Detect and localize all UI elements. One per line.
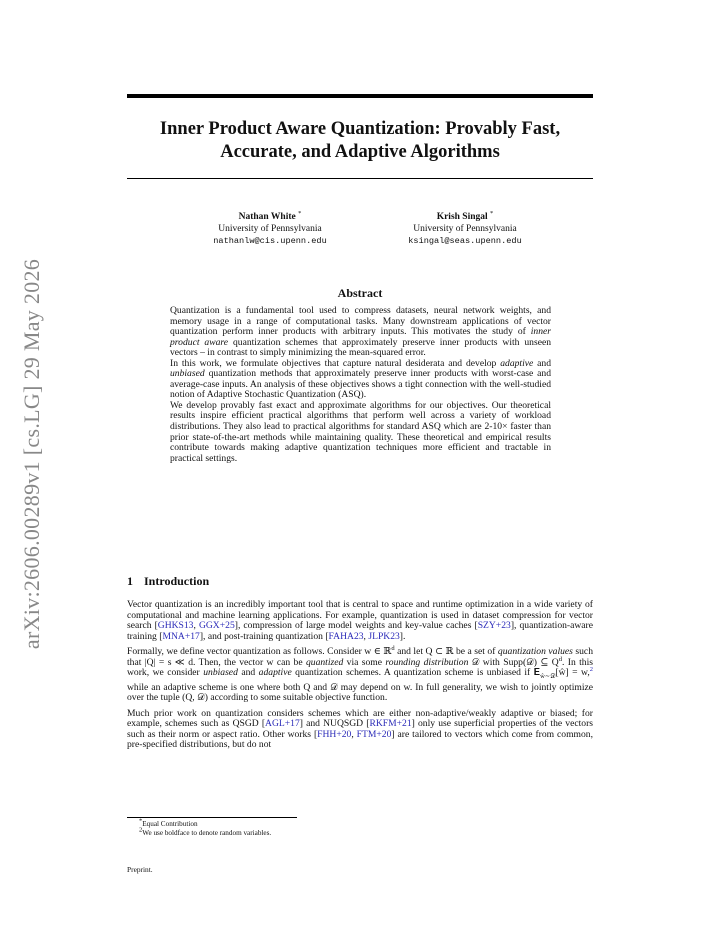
section-heading-introduction bbox=[127, 574, 209, 589]
citation-link[interactable]: FAHA23 bbox=[328, 630, 364, 642]
abstract-body bbox=[170, 306, 551, 464]
abstract-heading: Abstract bbox=[337, 286, 383, 300]
citation-link[interactable]: GGX+25 bbox=[198, 620, 235, 632]
footnotes bbox=[139, 817, 589, 837]
section-title: Introduction bbox=[144, 574, 210, 588]
citation-link[interactable]: FHH+20 bbox=[317, 728, 352, 740]
author-email: nathanlw@cis.upenn.edu bbox=[213, 236, 327, 246]
title-line-1: Inner Product Aware Quantization: Provably Fast, bbox=[159, 119, 561, 139]
citation-link[interactable]: MNA+17 bbox=[162, 630, 200, 642]
citation-link[interactable]: JLPK23 bbox=[368, 630, 400, 642]
title-line-2: Accurate, and Adaptive Algorithms bbox=[220, 142, 500, 162]
abstract-paragraph: Quantization is a fundamental tool used to compress datasets, neural network weights, and memory usage in a range of computational tasks. Many downstream applications of vector quantization perform inner products with arbitrary inputs. This motivates the study of inner product aware quantization schemes that approximately preserve inner products with unseen vectors – in contrast to simply minimizing the mean-squared error. bbox=[170, 305, 552, 359]
citation-link[interactable]: AGL+17 bbox=[265, 718, 300, 730]
title-bottom-rule bbox=[127, 178, 593, 179]
citation-link[interactable]: FTM+20 bbox=[356, 728, 392, 740]
author-affiliation: University of Pennsylvania bbox=[218, 224, 322, 234]
author-affiliation: University of Pennsylvania bbox=[413, 224, 517, 234]
citation-link[interactable]: RKFM+21 bbox=[369, 718, 412, 730]
author-name: Nathan White bbox=[238, 212, 296, 222]
introduction-body bbox=[127, 600, 593, 756]
footnote-link[interactable]: 2 bbox=[589, 666, 594, 674]
footnote-rule bbox=[127, 817, 297, 818]
section-number: 1 bbox=[127, 574, 133, 588]
intro-paragraph: Vector quantization is an incredibly important tool that is central to space and runtime optimization in a wide variety of computational and machine learning applications. For example, quantization is used in dataset compression for vector search [GHKS13, GGX+25], compression of large model weights and key-value caches [SZY+23], quantization-aware training [MNA+17], and post-training quantization [FAHA23, JLPK23]. bbox=[127, 599, 594, 642]
author-name: Krish Singal bbox=[436, 212, 488, 222]
citation-link[interactable]: GHKS13 bbox=[157, 620, 194, 632]
abstract-paragraph: We develop provably fast exact and approximate algorithms for our objectives. Our theoretical results inspire efficient practical algorithms that perform well across a variety of workload distributions. They also lead to practical algorithms for standard ASQ which are 2-10× faster than prior state-of-the-art methods while maintaining quality. These theoretical and empirical results contribute towards making adaptive quantization techniques more efficient and tractable in practical settings. bbox=[170, 399, 551, 464]
arxiv-identifier: arXiv:2606.00289v1 [cs.LG] 29 May 2026 bbox=[19, 258, 44, 650]
footnote-2: $^2$We use boldface to denote random variables. bbox=[139, 826, 272, 837]
author-block-2 bbox=[350, 211, 580, 247]
title-top-rule bbox=[127, 94, 593, 98]
abstract-paragraph: In this work, we formulate objectives that capture natural desiderata and develop adaptive and unbiased quantization methods that approximately preserve inner products with worst-case and average-case inputs. An analysis of these objectives shows a tight connection with the well-studied notion of Adaptive Stochastic Quantization (ASQ). bbox=[170, 357, 551, 401]
preprint-label: Preprint. bbox=[127, 865, 153, 874]
equal-contribution-mark: * bbox=[298, 209, 302, 217]
footnote-1: *Equal Contribution bbox=[139, 817, 198, 828]
paper-title bbox=[127, 118, 593, 164]
author-email: ksingal@seas.upenn.edu bbox=[408, 236, 522, 246]
intro-paragraph: Formally, we define vector quantization as follows. Consider w ∈ ℝ$^d$ and let Q ⊂ ℝ be a set of quantization values such that |Q| = s ≪ d. Then, the vector w can be quantized via some rounding distribution 𝒟 with Supp(𝒟) ⊆ $Q^d$. In this work, we consider unbiased and adaptive quantization schemes. A quantization scheme is unbiased if 𝐄$_{ŵ\sim 𝒟}$[ŵ] = w,$^2$ while an adaptive scheme is one where both Q and 𝒟 may depend on w. In full generality, we wish to jointly optimize over the tuple (Q, 𝒟) according to some suitable objective function. bbox=[127, 645, 594, 704]
equal-contribution-mark: * bbox=[490, 209, 494, 217]
intro-paragraph: Much prior work on quantization considers schemes which are either non-adaptive/weakly adaptive or biased; for example, schemes such as QSGD [AGL+17] and NUQSGD [RKFM+21] only use superficial properties of the vectors such as their norm or aspect ratio. Other works [FHH+20, FTM+20] are tailored to vectors which come from common, pre-specified distributions, but do not bbox=[127, 707, 594, 751]
citation-link[interactable]: SZY+23 bbox=[477, 620, 511, 632]
